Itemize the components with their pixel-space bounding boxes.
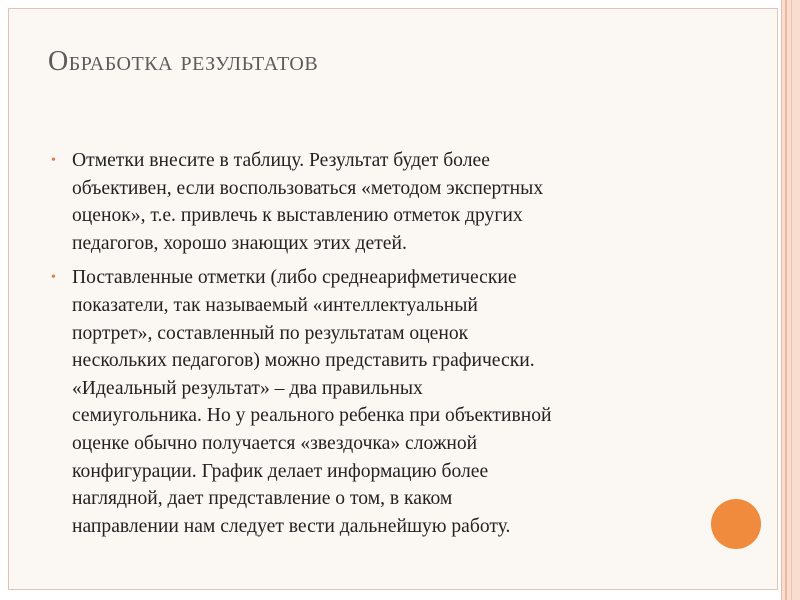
decorative-stripe-line	[785, 0, 787, 600]
bullet-line: портрет», составленный по результатам оценок	[72, 322, 469, 344]
bullet-line: семиугольника. Но у реального ребенка при объективной	[72, 405, 552, 427]
bullet-line: наглядной, дает представление о том, в каком	[72, 488, 453, 510]
bullet-line: нескольких педагогов) можно представить графически.	[72, 350, 535, 372]
decorative-stripe-line	[791, 0, 792, 600]
bullet-line: конфигурации. График делает информацию более	[72, 460, 489, 482]
bullet-line: объективен, если воспользоваться «методом экспертных	[72, 177, 544, 199]
bullet-item	[46, 147, 736, 257]
bullet-line: «Идеальный результат» – два правильных	[72, 377, 423, 399]
bullet-dot-icon: •	[51, 270, 56, 286]
bullet-line: показатели, так называемый «интеллектуальный	[72, 294, 478, 316]
bullet-line: Поставленные отметки (либо среднеарифметические	[72, 267, 517, 289]
decorative-orange-circle	[711, 499, 761, 549]
bullet-line: оценке обычно получается «звездочка» сложной	[72, 432, 478, 454]
slide-title: Обработка результатов	[48, 46, 319, 77]
bullet-item	[46, 264, 736, 540]
bullet-dot-icon: •	[51, 153, 56, 168]
bullet-line: педагогов, хорошо знающих этих детей.	[72, 232, 407, 254]
bullet-line: направлении нам следует вести дальнейшую работу.	[72, 515, 511, 537]
bullet-line: Отметки внесите в таблицу. Результат будет более	[72, 150, 490, 171]
bullet-line: оценок», т.е. привлечь к выставлению отметок других	[72, 205, 523, 227]
slide-content	[46, 147, 736, 547]
